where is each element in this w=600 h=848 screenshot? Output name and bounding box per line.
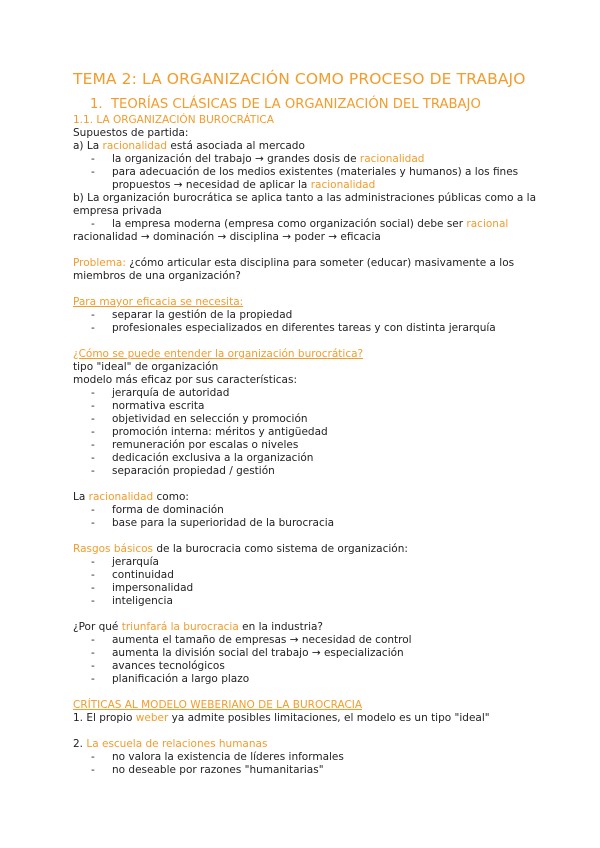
racionalidad-post: como:: [153, 491, 189, 503]
criticas-p2-highlight: La escuela de relaciones humanas: [86, 738, 268, 750]
rasgos-post: de la burocracia como sistema de organización:: [153, 543, 408, 555]
eficacia-list: [73, 309, 543, 335]
criticas-p1-pre: 1. El propio: [73, 712, 136, 724]
list-item: - planificación a largo plazo: [73, 673, 543, 686]
list-item: - continuidad: [73, 569, 543, 582]
item-highlight: racional: [466, 218, 509, 230]
entender-heading: ¿Cómo se puede entender la organización burocrática?: [73, 348, 364, 360]
criticas-p2: [73, 738, 543, 751]
list-item: - promoción interna: méritos y antigüedad: [73, 426, 543, 439]
supuesto-a-post: está asociada al mercado: [167, 140, 305, 152]
problema-label: Problema:: [73, 257, 126, 269]
item-highlight: racionalidad: [359, 153, 425, 165]
criticas-p1-post: ya admite posibles limitaciones, el modelo es un tipo "ideal": [168, 712, 490, 724]
caracteristicas-list: [73, 387, 543, 478]
list-item: - profesionales especializados en diferentes tareas y con distinta jerarquía: [73, 322, 543, 335]
list-item: [73, 153, 543, 166]
triunfara-post: en la industria?: [238, 621, 323, 633]
triunfara-heading: [73, 621, 543, 634]
supuesto-b: b) La organización burocrática se aplica tanto a las administraciones públicas como a la empresa privada: [73, 192, 537, 217]
racionalidad-pre: La: [73, 491, 89, 503]
supuesto-a-highlight: racionalidad: [102, 140, 168, 152]
page-title: TEMA 2: LA ORGANIZACIÓN COMO PROCESO DE TRABAJO: [73, 70, 526, 88]
section-label: TEORÍAS CLÁSICAS DE LA ORGANIZACIÓN DEL TRABAJO: [110, 97, 481, 112]
supuesto-a: [73, 140, 543, 153]
supuesto-a-pre: a) La: [73, 140, 103, 152]
list-item: - base para la superioridad de la burocracia: [73, 517, 543, 530]
racionalidad-chain: racionalidad → dominación → disciplina → poder → eficacia: [73, 231, 381, 243]
list-item: - avances tecnológicos: [73, 660, 543, 673]
criticas-p2-pre: 2.: [73, 738, 87, 750]
supuestos-heading: Supuestos de partida:: [73, 127, 189, 139]
problema-paragraph: [73, 257, 543, 283]
list-item: - separar la gestión de la propiedad: [73, 309, 543, 322]
item-text: la organización del trabajo → grandes dosis de: [112, 153, 360, 165]
criticas-heading: CRÍTICAS AL MODELO WEBERIANO DE LA BUROCRACIA: [73, 699, 363, 711]
racionalidad-como: [73, 491, 543, 504]
list-item: - aumenta el tamaño de empresas → necesidad de control: [73, 634, 543, 647]
triunfara-highlight: triunfará la burocracia: [121, 621, 239, 633]
problema-text: ¿cómo articular esta disciplina para someter (educar) masivamente a los miembros de una organización?: [73, 257, 515, 282]
supuesto-a-list: [73, 153, 543, 192]
document-body: [73, 68, 543, 777]
list-item: - no valora la existencia de líderes informales: [73, 751, 543, 764]
list-item: [73, 218, 543, 231]
rasgos-highlight: Rasgos básicos: [73, 543, 154, 555]
item-highlight: racionalidad: [310, 179, 376, 191]
racionalidad-list: [73, 504, 543, 530]
list-item: - jerarquía de autoridad: [73, 387, 543, 400]
list-item: - inteligencia: [73, 595, 543, 608]
list-item: - objetividad en selección y promoción: [73, 413, 543, 426]
list-item: - dedicación exclusiva a la organización: [73, 452, 543, 465]
eficacia-heading: Para mayor eficacia se necesita:: [73, 296, 244, 308]
list-item: - forma de dominación: [73, 504, 543, 517]
triunfara-list: [73, 634, 543, 686]
rasgos-list: [73, 556, 543, 608]
triunfara-pre: ¿Por qué: [73, 621, 122, 633]
entender-line1: tipo "ideal" de organización: [73, 361, 219, 373]
item-text: para adecuación de los medios existentes (materiales y humanos) a los fines propuestos → necesidad de aplicar la: [112, 166, 519, 191]
list-item: - no deseable por razones "humanitarias": [73, 764, 543, 777]
list-item: - aumenta la división social del trabajo → especialización: [73, 647, 543, 660]
list-item: - impersonalidad: [73, 582, 543, 595]
entender-line2: modelo más eficaz por sus características:: [73, 374, 297, 386]
list-item: - separación propiedad / gestión: [73, 465, 543, 478]
section-heading: [90, 96, 543, 114]
section-number: 1.: [90, 97, 103, 112]
criticas-p1: [73, 712, 543, 725]
racionalidad-highlight: racionalidad: [88, 491, 154, 503]
subsection-heading: 1.1. LA ORGANIZACIÓN BUROCRÁTICA: [73, 114, 274, 126]
supuesto-b-list: [73, 218, 543, 231]
list-item: - jerarquía: [73, 556, 543, 569]
list-item: [73, 166, 543, 192]
rasgos-heading: [73, 543, 543, 556]
item-text: la empresa moderna (empresa como organización social) debe ser: [112, 218, 467, 230]
list-item: - remuneración por escalas o niveles: [73, 439, 543, 452]
criticas-p1-highlight: weber: [135, 712, 169, 724]
criticas-p2-list: [73, 751, 543, 777]
list-item: - normativa escrita: [73, 400, 543, 413]
